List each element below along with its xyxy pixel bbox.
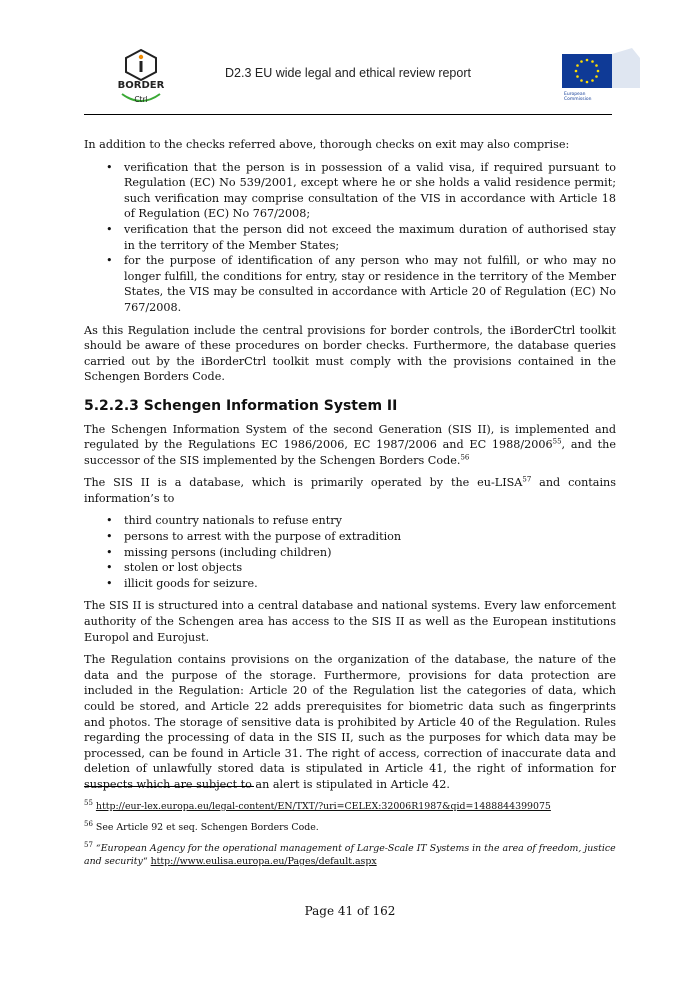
- svg-text:Ctrl: Ctrl: [134, 95, 148, 104]
- document-title: D2.3 EU wide legal and ethical review report: [225, 66, 471, 80]
- section-heading: 5.2.2.3 Schengen Information System II: [84, 397, 398, 414]
- list-item: • illicit goods for seizure.: [124, 576, 616, 592]
- svg-text:BORDER: BORDER: [117, 80, 165, 91]
- sis-database-paragraph: The SIS II is a database, which is primarily operated by the eu-LISA$^{57}$ and contains information’s to: [84, 475, 616, 505]
- list-item: • for the purpose of identification of any person who may not fulfill, or who may no longer fulfill, the conditions for entry, stay or residence in the territory of the Member States, the VIS may be consulted in accordance with Article 20 of Regulation (EC) No 767/2008.: [124, 253, 616, 315]
- list-item: • persons to arrest with the purpose of extradition: [124, 529, 616, 545]
- footnote-divider: [84, 786, 254, 787]
- sis-items-list: [84, 513, 616, 591]
- list-item: • missing persons (including children): [124, 545, 616, 561]
- list-item: • verification that the person is in possession of a valid visa, if required pursuant to Regulation (EC) No 539/2001, except where he or she holds a valid residence permit; such verification may comprise consultation of the VIS in accordance with Article 18 of Regulation (EC) No 767/2008;: [124, 160, 616, 222]
- main-content: [84, 137, 616, 800]
- exit-checks-list: [84, 160, 616, 316]
- list-item: • verification that the person did not exceed the maximum duration of authorised stay in the territory of the Member States;: [124, 222, 616, 253]
- regulation-paragraph: As this Regulation include the central provisions for border controls, the iBorderCtrl toolkit should be aware of these procedures on border checks. Furthermore, the database queries carried out by the iBorderCtrl toolkit must comply with the provisions contained in the Schengen Borders Code.: [84, 323, 616, 384]
- footnotes: [84, 800, 616, 876]
- footnote-56: $^{56}$ See Article 92 et seq. Schengen Borders Code.: [84, 819, 319, 833]
- list-item: • third country nationals to refuse entry: [124, 513, 616, 529]
- footnote-ref-56[interactable]: 56: [460, 452, 470, 461]
- provisions-paragraph: The Regulation contains provisions on the organization of the database, the nature of the data and the purpose of the storage. Furthermore, provisions for data protection are included in the Regulation: Article 20 of the Regulation list the categories of data, which could be stored, and Article 22 adds prerequisites for biometric data such as fingerprints and photos. The storage of sensitive data is prohibited by Article 40 of the Regulation. Rules regarding the processing of data in the SIS II, such as the purposes for which data may be processed, can be found in Article 31. The right of access, correction of inaccurate data and deletion of unlawfully stored data is stipulated in Article 41, the right of information for suspects which are subject to an alert is stipulated in Article 42.: [84, 653, 616, 791]
- footnote-55-link[interactable]: http://eur-lex.europa.eu/legal-content/EN/TXT/?uri=CELEX:32006R1987&qid=1488844399075: [95, 801, 551, 812]
- footnote-ref-57[interactable]: 57: [522, 475, 532, 484]
- intro-paragraph: In addition to the checks referred above, thorough checks on exit may also comprise:: [84, 138, 570, 151]
- page-number: Page 41 of 162: [304, 904, 396, 918]
- sis-intro-paragraph: The Schengen Information System of the second Generation (SIS II), is implemented and regulated by the Regulations EC 1986/2006, EC 1987/2006 and EC 1988/2006$^{55}$, and the successor of the SIS implemented by the Schengen Borders Code.$^{56}$: [84, 422, 616, 467]
- footnote-57: $^{57}$ “European Agency for the operational management of Large-Scale IT Systems in the area of freedom, justice and security“ http://www.eulisa.europa.eu/Pages/default.aspx: [84, 840, 616, 867]
- svg-text:European: European: [564, 92, 586, 97]
- footnote-57-link[interactable]: http://www.eulisa.europa.eu/Pages/default.aspx: [150, 856, 377, 867]
- svg-text:Commission: Commission: [564, 97, 592, 102]
- footnote-55: $^{55}$ http://eur-lex.europa.eu/legal-content/EN/TXT/?uri=CELEX:32006R1987&qid=1488844399075: [84, 798, 551, 812]
- footnote-ref-55[interactable]: 55: [552, 437, 562, 446]
- list-item: • stolen or lost objects: [124, 560, 616, 576]
- page-header: [84, 44, 612, 115]
- european-commission-logo: [562, 48, 640, 102]
- structure-paragraph: The SIS II is structured into a central database and national systems. Every law enforcement authority of the Schengen area has access to the SIS II as well as the European institutions Europol and Eurojust.: [84, 599, 616, 644]
